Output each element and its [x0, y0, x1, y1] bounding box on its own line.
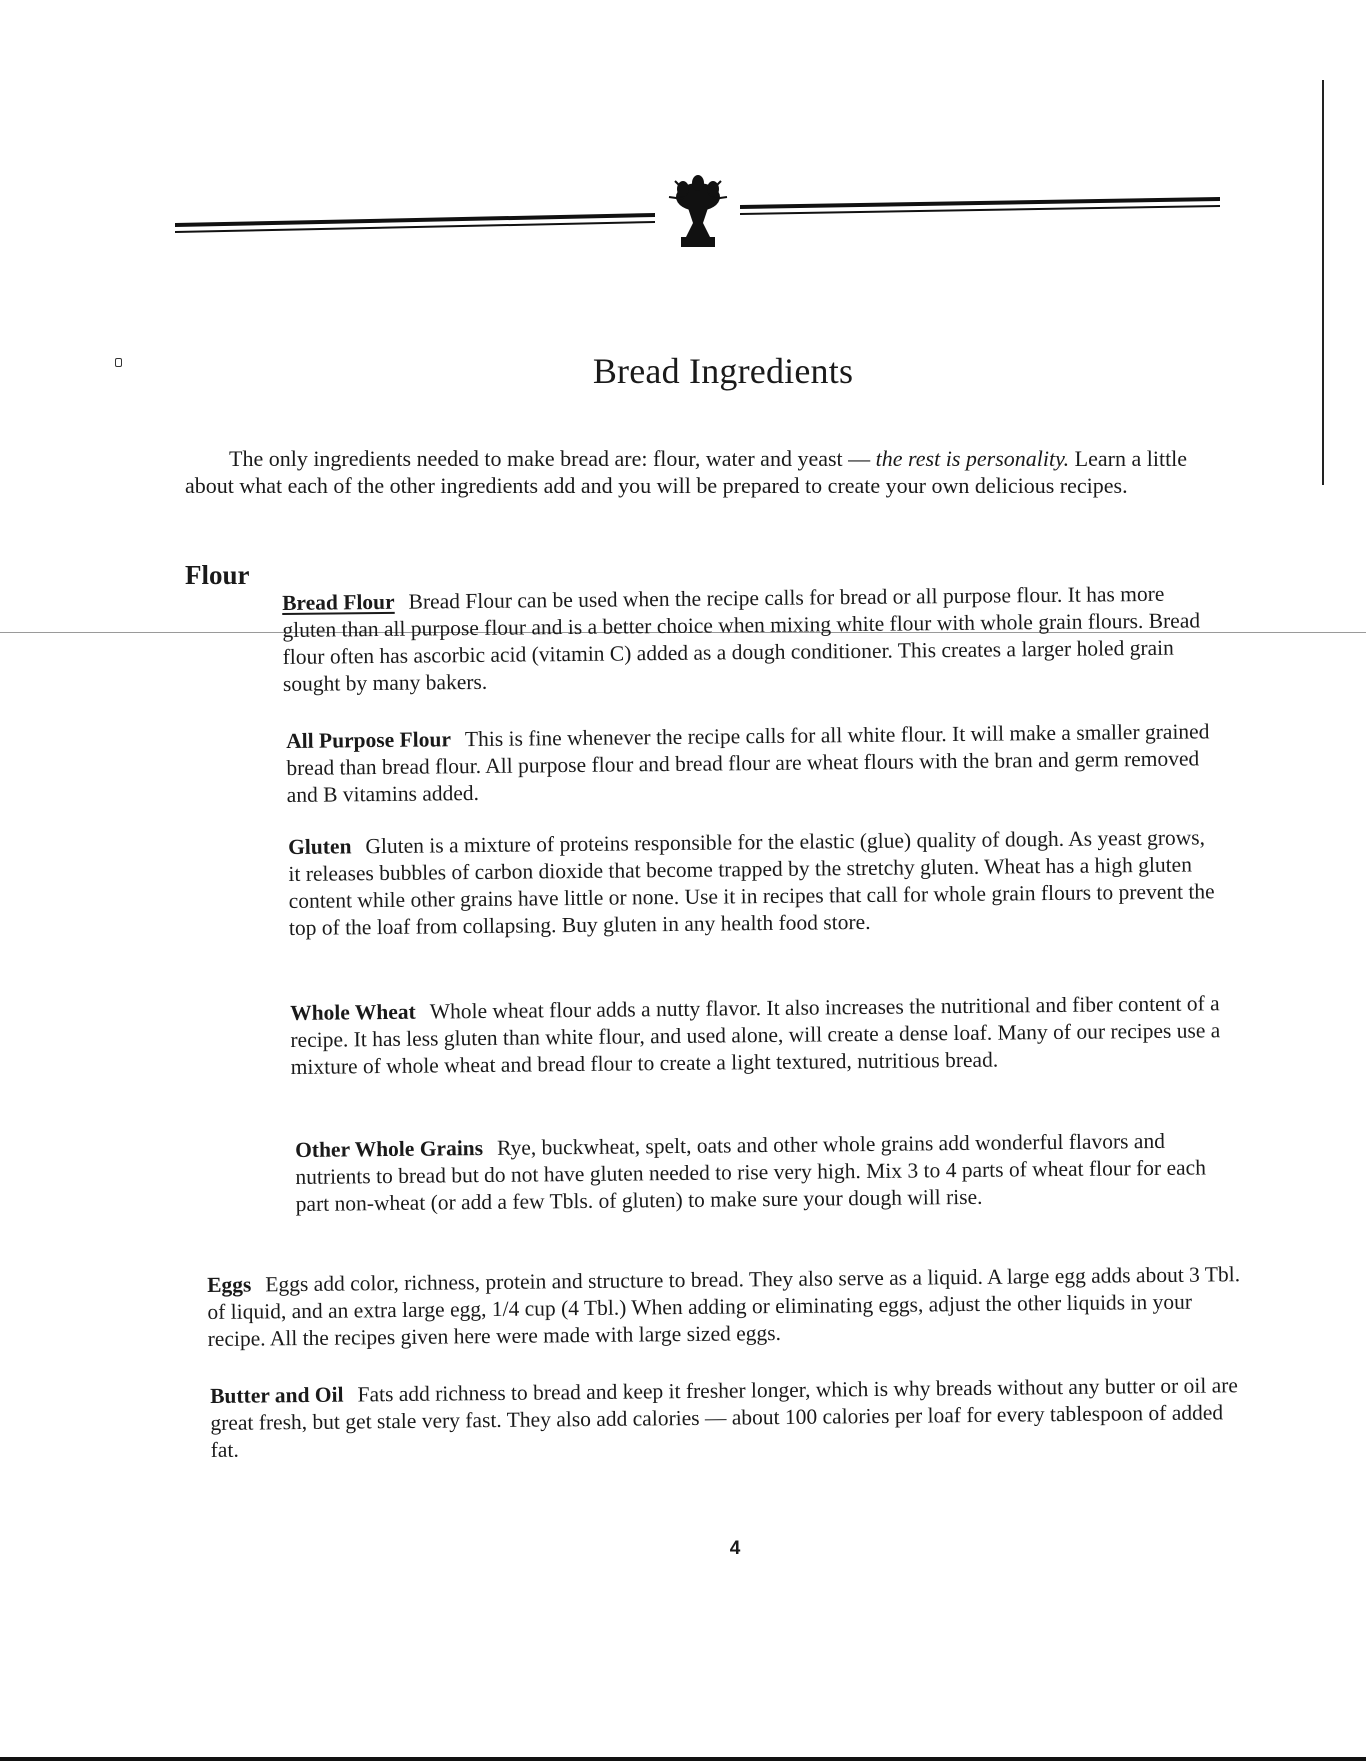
header-rule-left [175, 213, 655, 233]
entry-term: Eggs [207, 1272, 252, 1297]
entry-gluten [288, 824, 1221, 942]
entry-all-purpose-flour [286, 718, 1217, 809]
entry-term: Gluten [288, 834, 352, 859]
entry-term: Bread Flour [282, 589, 395, 615]
page-number: 4 [729, 1538, 741, 1559]
intro-rest: Learn a little about what each of the other ingredients add and you will be prepared to create your own delicious recipes. [185, 446, 1188, 498]
entry-text: Rye, buckwheat, spelt, oats and other whole grains add wonderful flavors and nutrients to bread but do not have gluten needed to rise very high. Mix 3 to 4 parts of wheat flour for each part non-wheat (or add a few Tbls. of gluten) to make sure your dough will rise. [295, 1128, 1207, 1216]
entry-text: Bread Flour can be used when the recipe calls for bread or all purpose flour. It has more gluten than all purpose flour and is a better choice when mixing white flour with whole grain flours. Bread flour often has ascorbic acid (vitamin C) added as a dough conditioner. This creates a larger holed grain sought by many bakers. [282, 581, 1201, 696]
entry-text: Whole wheat flour adds a nutty flavor. It also increases the nutritional and fiber content of a recipe. It has less gluten than white flour, and used alone, will create a dense loaf. Many of our recipes use a mixture of whole wheat and bread flour to create a light textured, nutritious bread. [290, 991, 1221, 1079]
entry-butter-and-oil [210, 1372, 1246, 1464]
header-rule-right [740, 197, 1220, 215]
wheat-sheaf [669, 175, 727, 247]
entry-other-whole-grains [295, 1127, 1231, 1218]
section-heading-flour: Flour [185, 560, 250, 590]
page-title: Bread Ingredients [592, 351, 854, 391]
entry-text: Fats add richness to bread and keep it fresher longer, which is why breads without any butter or oil are great fresh, but get stale very fast. They also add calories — about 100 calories per loaf for every tablespoon of added fat. [210, 1373, 1239, 1462]
entry-text: Eggs add color, richness, protein and structure to bread. They also serve as a liquid. A large egg adds about 3 Tbl. of liquid, and an extra large egg, 1/4 cup (4 Tbl.) When adding or eliminating eggs, adjust the other liquids in your recipe. All the recipes given here were made with large sized eggs. [207, 1262, 1241, 1351]
entry-term: Other Whole Grains [295, 1136, 484, 1162]
entry-term: Whole Wheat [290, 999, 416, 1025]
entry-text: This is fine whenever the recipe calls for all white flour. It will make a smaller grained bread than bread flour. All purpose flour and bread flour are wheat flours with the bran and germ removed and B vitamins added. [286, 719, 1210, 807]
entry-term: Butter and Oil [210, 1382, 344, 1408]
entry-eggs [207, 1261, 1248, 1353]
intro-emphasis: the rest is personality. [875, 446, 1070, 471]
entry-whole-wheat [290, 990, 1229, 1081]
entry-term: All Purpose Flour [286, 727, 452, 753]
entry-text: Gluten is a mixture of proteins responsible for the elastic (glue) quality of dough. As yeast grows, it releases bubbles of carbon dioxide that become trapped by the stretchy gluten. Wheat has a high gluten content while other grains have little or none. Use it in recipes that call for whole grain flours to prevent the top of the loaf from collapsing. Buy gluten in any health food store. [288, 825, 1215, 940]
intro-paragraph [185, 445, 1195, 499]
entry-bread-flour [282, 580, 1218, 698]
margin-rule [1322, 80, 1324, 485]
scan-bottom-edge [0, 1757, 1366, 1761]
wheat-sheaf-icon [175, 175, 1220, 265]
intro-lead: The only ingredients needed to make bread are: flour, water and yeast — [229, 446, 876, 471]
